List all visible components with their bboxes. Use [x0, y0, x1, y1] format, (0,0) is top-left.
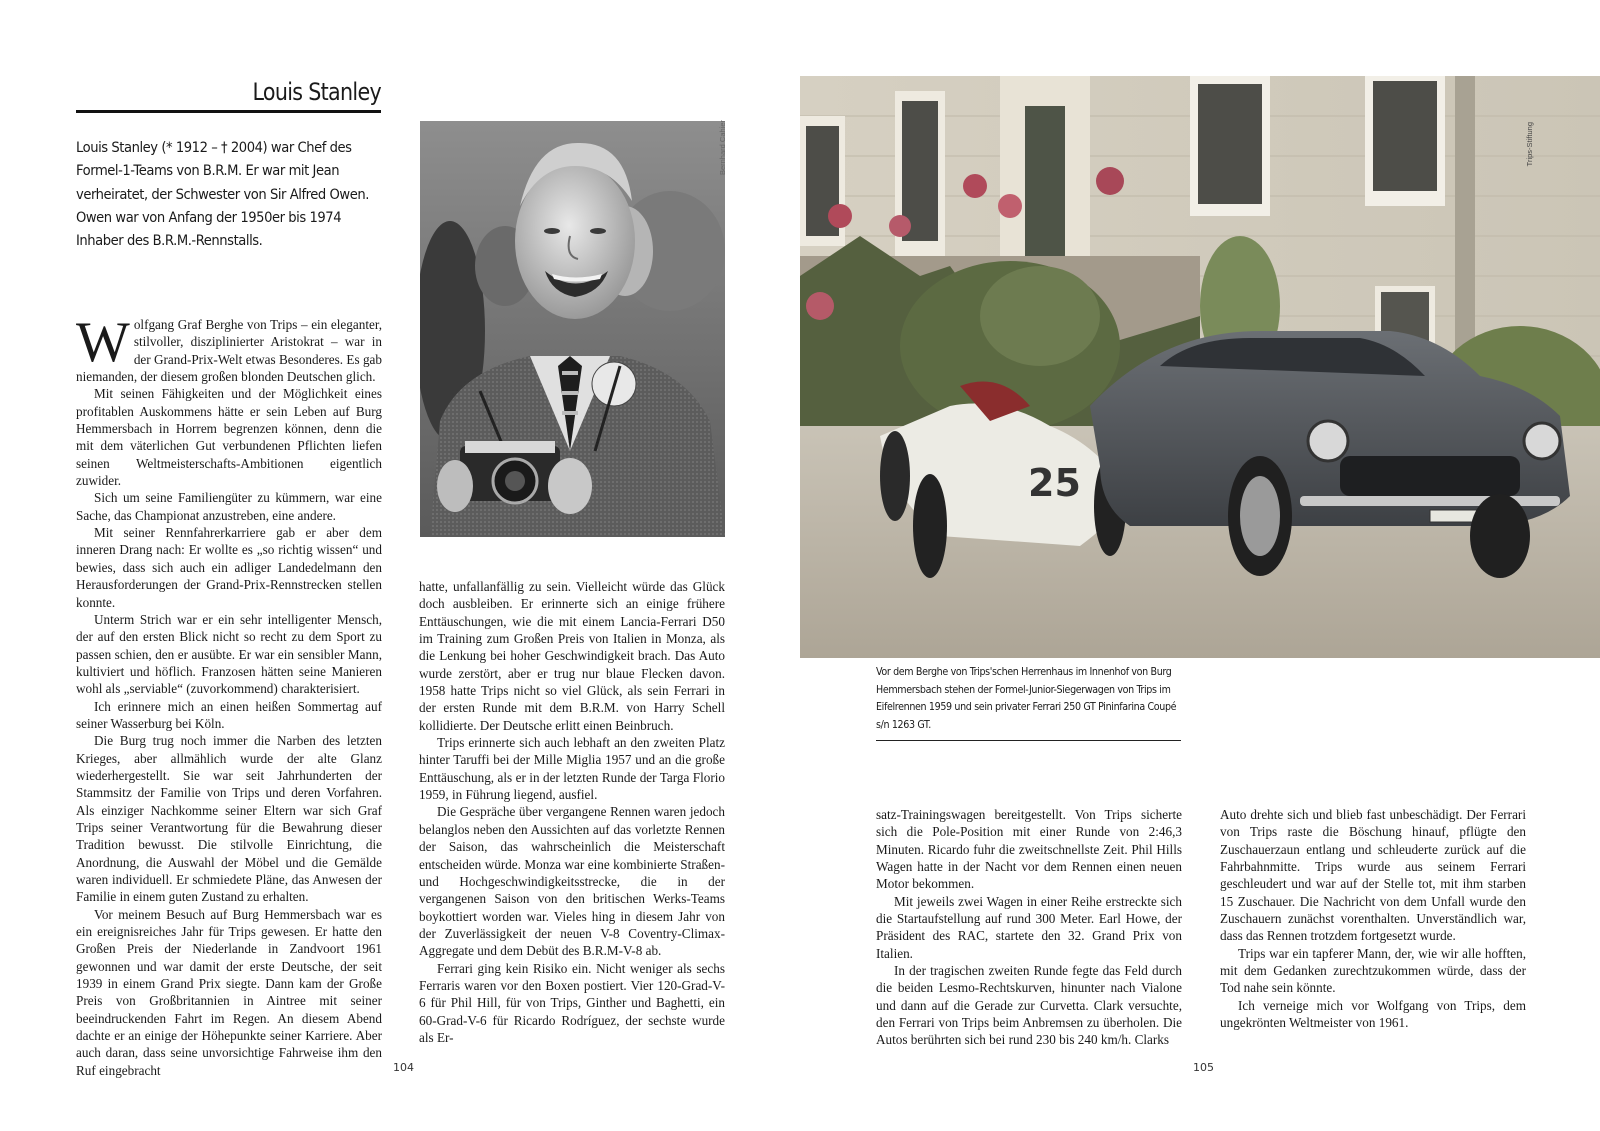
intro-line: Formel-1-Teams von B.R.M. Er war mit Jean	[76, 162, 340, 180]
paragraph: Die Burg trug noch immer die Narben des letzten Krieges, aber allmählich wurde der alte Glanz wiederhergestellt. Sie war seit Jahrhunderten der Stammsitz der Familie von Trips und deren Vorfahren. Als einziger Nachkomme seiner Eltern war sich Graf Trips seiner Verantwortung für die Bewahrung dieser Tradition bewusst. Die stilvolle Einrichtung, die Anordnung, die Auswahl der Möbel und die Gemälde waren individuell. Er schmiedete Pläne, das Anwesen der Familie in einem guten Zustand zu erhalten.	[76, 733, 382, 905]
cars-photo-icon	[800, 76, 1600, 658]
paragraph: Vor meinem Besuch auf Burg Hemmersbach war es ein ereignisreiches Jahr für Trips gewesen. Er hatte den Großen Preis der Niederlande in Zandvoort 1961 gewonnen und war damit der erste Deutsche, der seit 1939 in einem Grand Prix siegte. Dann kam der Große Preis von Großbritannien in Aintree mit seiner beeindruckenden Fahrt im Regen. An diesem Abend dachte er an einige der Höhepunkte seiner Karriere. Aber auch daran, dass seine unvorsichtige Fahrweise ihm den Ruf eingebracht	[76, 906, 382, 1078]
intro-text	[76, 136, 386, 252]
cars-photo	[800, 76, 1600, 658]
paragraph: Ich erinnere mich an einen heißen Sommertag auf seiner Wasserburg bei Köln.	[76, 698, 382, 731]
paragraph: Mit seiner Rennfahrerkarriere gab er aber dem inneren Drang nach: Er wollte es „so richtig wissen“ und bewies, dass sich auch ein adliger Landedelmann den Herausforderungen der Grand-Prix-Rennstrecken stellen konnte.	[76, 525, 382, 610]
paragraph: Auto drehte sich und blieb fast unbeschädigt. Der Ferrari von Trips raste die Böschung hinauf, pflügte den Zuschauerzaun entlang und schleuderte zurück auf die Fahrbahnmitte. Trips wurde aus seinem Ferrari geschleudert und war auf der Stelle tot, mit ihm starben 15 Zuschauer. Die Nachricht von dem Unfall wurde den Zuschauern zunächst vorenthalten. Unverständlich war, dass das Rennen trotzdem fortgesetzt wurde.	[1220, 807, 1526, 944]
paragraph: In der tragischen zweiten Runde fegte das Feld durch die beiden Lesmo-Rechtskurven, hinunter nach Vialone und dann auf die Gerade zur Curvetta. Clark versuchte, den Ferrari von Trips beim Anbremsen zu überholen. Die Autos berührten sich bei rund 230 bis 240 km/h. Clarks	[876, 963, 1182, 1048]
paragraph: Mit jeweils zwei Wagen in einer Reihe erstreckte sich die Startaufstellung auf rund 300 Meter. Earl Howe, der Präsident des RAC, startete den 32. Grand Prix von Italien.	[876, 893, 1182, 961]
text-column-1	[76, 311, 382, 1079]
paragraph: Sich um seine Familiengüter zu kümmern, war eine Sache, das Championat anzustreben, eine andere.	[76, 490, 382, 523]
heading-rule	[76, 110, 381, 113]
paragraph: satz-Trainingswagen bereitgestellt. Von Trips sicherte sich die Pole-Position mit einer Runde von 2:46,3 Minuten. Ricardo fuhr die zweitschnellste Zeit. Phil Hills Wagen hatte in der Nacht vor dem Rennen einen neuen Motor bekommen.	[876, 807, 1182, 892]
paragraph: Ferrari ging kein Risiko ein. Nicht weniger als sechs Ferraris waren vor den Boxen postiert. Vier 120-Grad-V-6 für Phil Hill, für von Trips, Ginther und Baghetti, ein 60-Grad-V-6 für Ricardo Rodríguez, der sechste wurde als Er-	[419, 960, 725, 1045]
intro-line: verheiratet, der Schwester von Sir Alfred Owen.	[76, 185, 369, 203]
caption-rule	[876, 740, 1181, 741]
paragraph	[76, 311, 382, 385]
paragraph-text: olfgang Graf Berghe von Trips – ein eleganter, stilvoller, disziplinierter Aristokrat – war in der Grand-Prix-Welt etwas Besonderes. Es gab niemanden, der diesem großen blonden Deutschen glich.	[76, 317, 382, 385]
text-column-4	[1220, 806, 1526, 1031]
paragraph: hatte, unfallanfällig zu sein. Vielleicht würde das Glück doch ausbleiben. Er erinnerte sich an einige frühere Enttäuschungen, wie die mit einem Lancia-Ferrari D50 im Training zum Großen Preis von Italien in Monza, als die Lenkung bei hoher Geschwindigkeit brach. Das Auto wurde zerstört, aber er trug nur blaue Flecken davon. 1958 hatte Trips nicht so viel Glück, als sein Ferrari in der ersten Runde mit dem B.R.M. von Harry Schell kollidierte. Der Deutsche erlitt einen Beinbruch.	[419, 579, 725, 733]
paragraph: Unterm Strich war er ein sehr intelligenter Mensch, der auf den ersten Blick nicht so recht zu dem Sport zu passen schien, den er ausübte. Er war ein sensibler Mann, kultiviert und höflich. Franzosen hätten seine Manieren wohl als „serviable“ (zuvorkommend) charakterisiert.	[76, 611, 382, 697]
text-column-3	[876, 806, 1182, 1049]
intro-line: Louis Stanley (* 1912 – † 2004) war Chef des	[76, 139, 352, 156]
intro-line: Inhaber des B.R.M.-Rennstalls.	[76, 232, 263, 250]
photo-credit: Trips-Stiftung	[1525, 122, 1534, 167]
page-heading: Louis Stanley	[252, 78, 381, 106]
text-column-2	[419, 578, 725, 1046]
page-number: 104	[393, 1061, 414, 1074]
photo-credit: Bernhard Cahier	[718, 120, 727, 176]
photo-caption: Vor dem Berghe von Trips'schen Herrenhaus im Innenhof von Burg Hemmersbach stehen der Formel-Junior-Siegerwagen von Trips im Eifelrennen 1959 und sein privater Ferrari 250 GT Pininfarina Coupé s/n 1263 GT.	[876, 666, 1177, 731]
page-number: 105	[1193, 1061, 1214, 1074]
paragraph: Mit seinen Fähigkeiten und der Möglichkeit eines profitablen Auskommens hätte er sein Leben auf Burg Hemmersbach in Horrem begrenzen können, denn die mit dem väterlichen Gut verbundenen Pflichten liefen seinen Weltmeisterschafts-Ambitionen eigentlich zuwider.	[76, 386, 382, 489]
intro-line: Owen war von Anfang der 1950er bis 1974	[76, 208, 342, 226]
portrait-photo	[420, 121, 725, 537]
paragraph: Ich verneige mich vor Wolfgang von Trips, dem ungekrönten Weltmeister von 1961.	[1220, 997, 1526, 1031]
svg-text:25: 25	[1028, 461, 1081, 505]
portrait-photo-icon	[420, 121, 725, 537]
paragraph: Trips erinnerte sich auch lebhaft an den zweiten Platz hinter Taruffi bei der Mille Miglia 1957 und an die große Enttäuschung, als er in der letzten Runde der Targa Florio 1959, in Führung liegend, ausfiel.	[419, 735, 725, 803]
paragraph: Die Gespräche über vergangene Rennen waren jedoch belanglos neben den Aussichten auf das vorletzte Rennen der Saison, das wahrscheinlich die Meisterschaft entscheiden würde. Monza war eine kombinierte Straßen- und Hochgeschwindigkeitsstrecke, die in der vergangenen Saison von den britischen Werks-Teams boykottiert worden war. Vieles hing in diesem Jahr von der Zuverlässigkeit der neuen V-8 Coventry-Climax-Aggregate und dem Debüt des B.R.M-V-8 ab.	[419, 804, 725, 959]
paragraph: Trips war ein tapferer Mann, der, wie wir alle hofften, mit dem Gedanken zurechtzukommen würde, dass der Tod nahe sein könnte.	[1220, 945, 1526, 996]
drop-cap: W	[76, 311, 130, 374]
